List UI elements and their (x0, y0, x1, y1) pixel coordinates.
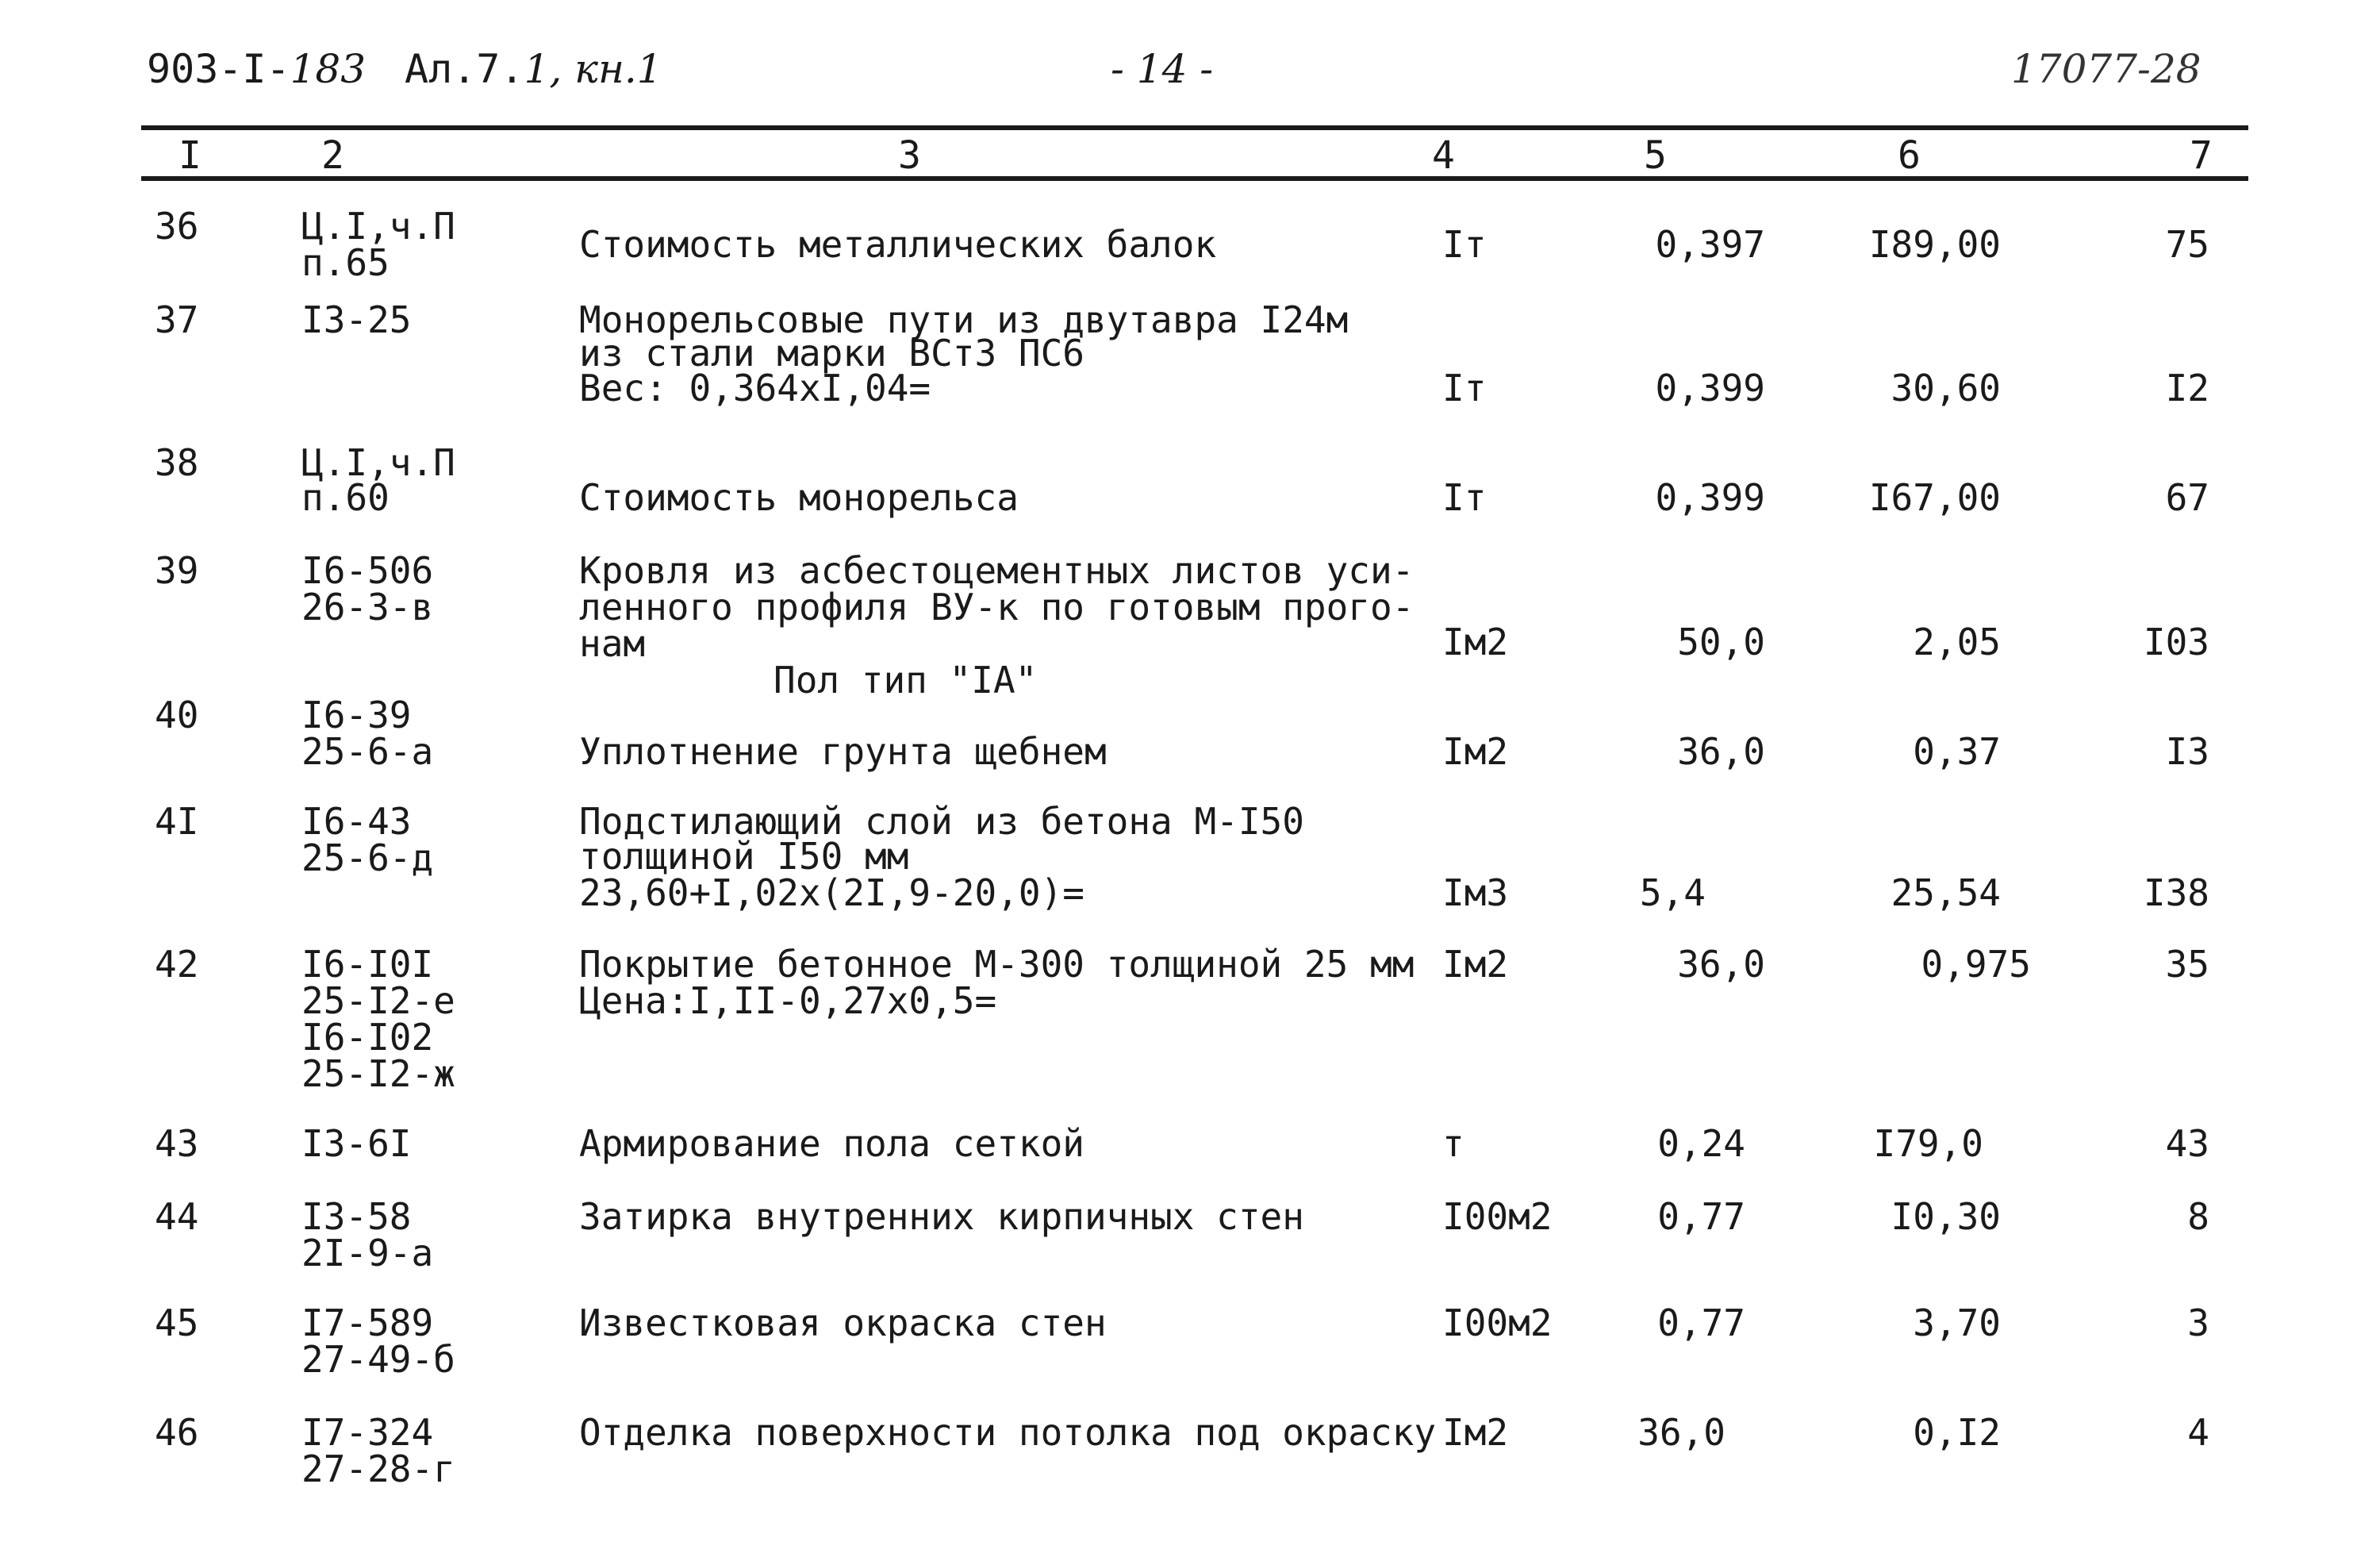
norm-code: 26-3-в (301, 586, 434, 629)
row-number: 40 (155, 694, 199, 736)
work-description: Известковая окраска стен (579, 1301, 1107, 1344)
unit-price: I0,30 (1891, 1195, 2001, 1238)
total-cost: I3 (2165, 730, 2209, 773)
work-description: Цена:I,II-0,27х0,5= (579, 979, 997, 1022)
norm-code: 25-6-д (301, 836, 434, 879)
norm-code: 25-6-а (301, 730, 434, 773)
column-header-4: 4 (1432, 133, 1455, 178)
norm-code: I6-I0I (301, 943, 434, 986)
page-number: - 14 - (1111, 46, 1214, 92)
quantity: 0,77 (1657, 1301, 1745, 1344)
work-description: нам (579, 622, 646, 665)
row-number: 42 (155, 943, 199, 986)
work-description: Покрытие бетонное М-300 толщиной 25 мм (579, 943, 1415, 986)
norm-code: I6-I02 (301, 1016, 434, 1059)
total-cost: I03 (2143, 621, 2209, 663)
unit-price: 0,I2 (1913, 1411, 2001, 1454)
norm-code: 2I-9-а (301, 1232, 434, 1274)
unit-price: 0,975 (1921, 943, 2031, 986)
norm-code: I6-506 (301, 549, 434, 592)
work-description: Стоимость металлических балок (579, 223, 1217, 266)
total-cost: 75 (2165, 223, 2209, 266)
unit-price: I89,00 (1868, 223, 2001, 266)
work-description: Стоимость монорельса (579, 476, 1019, 519)
unit: I00м2 (1442, 1195, 1553, 1238)
quantity: 0,399 (1655, 476, 1765, 519)
quantity: 36,0 (1637, 1411, 1726, 1454)
quantity: 0,397 (1655, 223, 1765, 266)
top-rule (141, 125, 2248, 130)
work-description: 23,60+I,02х(2I,9-20,0)= (579, 871, 1084, 914)
norm-code: I7-589 (301, 1301, 434, 1344)
column-header-7: 7 (2190, 133, 2213, 178)
document-code-handwritten: 183 (290, 46, 367, 92)
unit: Iт (1442, 223, 1487, 266)
archive-number: 17077-28 (2011, 46, 2202, 92)
unit-price: 2,05 (1913, 621, 2001, 663)
work-description: Вес: 0,364хI,04= (579, 367, 931, 409)
quantity: 36,0 (1677, 730, 1765, 773)
norm-code: I6-43 (301, 800, 412, 843)
norm-code: I7-324 (301, 1411, 434, 1454)
header-rule (141, 176, 2248, 181)
column-header-6: 6 (1898, 133, 1921, 178)
work-description: из стали марки ВСт3 ПС6 (579, 332, 1084, 375)
album-reference-print: Ал.7. (405, 46, 524, 92)
work-description: Уплотнение грунта щебнем (579, 730, 1107, 773)
work-description: Кровля из асбестоцементных листов уси- (579, 549, 1415, 592)
unit: Iм2 (1442, 1411, 1509, 1454)
row-number: 45 (155, 1301, 199, 1344)
total-cost: 35 (2165, 943, 2209, 986)
norm-code: 25-I2-ж (301, 1052, 455, 1095)
quantity: 36,0 (1677, 943, 1765, 986)
unit: Iм2 (1442, 730, 1509, 773)
total-cost: 4 (2187, 1411, 2209, 1454)
row-number: 36 (155, 205, 199, 248)
unit: Iт (1442, 367, 1487, 409)
work-description: толщиной I50 мм (579, 835, 909, 878)
norm-code: I3-6I (301, 1122, 412, 1165)
row-number: 4I (155, 800, 199, 843)
norm-code: 25-I2-е (301, 979, 455, 1022)
unit: Iм2 (1442, 621, 1509, 663)
norm-code: Ц.I,ч.П (301, 441, 455, 484)
unit-price: I67,00 (1868, 476, 2001, 519)
norm-code: п.65 (301, 241, 390, 284)
unit: т (1442, 1122, 1464, 1165)
row-number: 39 (155, 549, 199, 592)
row-number: 46 (155, 1411, 199, 1454)
work-description: Отделка поверхности потолка под окраску (579, 1411, 1437, 1454)
norm-code: п.60 (301, 476, 390, 519)
row-number: 44 (155, 1195, 199, 1238)
norm-code: 27-49-б (301, 1338, 455, 1381)
quantity: 50,0 (1677, 621, 1765, 663)
quantity: 0,77 (1657, 1195, 1745, 1238)
document-code-print: 903-I- (147, 46, 290, 92)
unit-price: 0,37 (1913, 730, 2001, 773)
work-description: Армирование пола сеткой (579, 1122, 1084, 1165)
row-number: 37 (155, 298, 199, 341)
column-header-3: 3 (898, 133, 921, 178)
work-description: Подстилающий слой из бетона М-I50 (579, 800, 1304, 843)
norm-code: I3-25 (301, 298, 412, 341)
norm-code: I3-58 (301, 1195, 412, 1238)
unit-price: 30,60 (1891, 367, 2001, 409)
section-title: Пол тип "IА" (774, 659, 1038, 702)
total-cost: I38 (2143, 871, 2209, 914)
work-description: Затирка внутренних кирпичных стен (579, 1195, 1304, 1238)
quantity: 5,4 (1639, 871, 1706, 914)
norm-code: I6-39 (301, 694, 412, 736)
column-header-5: 5 (1644, 133, 1667, 178)
unit: I00м2 (1442, 1301, 1553, 1344)
quantity: 0,399 (1655, 367, 1765, 409)
total-cost: 67 (2165, 476, 2209, 519)
total-cost: 43 (2165, 1122, 2209, 1165)
column-header-2: 2 (321, 133, 344, 178)
document-code (147, 46, 366, 92)
row-number: 38 (155, 441, 199, 484)
work-description: Монорельсовые пути из двутавра I24м (579, 298, 1349, 341)
work-description: ленного профиля ВУ-к по готовым прого- (579, 586, 1415, 629)
quantity: 0,24 (1657, 1122, 1745, 1165)
norm-code: Ц.I,ч.П (301, 205, 455, 248)
unit: Iт (1442, 476, 1487, 519)
row-number: 43 (155, 1122, 199, 1165)
column-header-1: I (178, 133, 202, 178)
total-cost: I2 (2165, 367, 2209, 409)
unit: Iм3 (1442, 871, 1509, 914)
album-reference-handwritten: 1, кн.1 (524, 46, 662, 92)
total-cost: 3 (2187, 1301, 2209, 1344)
unit-price: I79,0 (1873, 1122, 1983, 1165)
unit-price: 25,54 (1891, 871, 2001, 914)
total-cost: 8 (2187, 1195, 2209, 1238)
unit: Iм2 (1442, 943, 1509, 986)
unit-price: 3,70 (1913, 1301, 2001, 1344)
norm-code: 27-28-г (301, 1447, 455, 1490)
album-reference (405, 46, 662, 92)
